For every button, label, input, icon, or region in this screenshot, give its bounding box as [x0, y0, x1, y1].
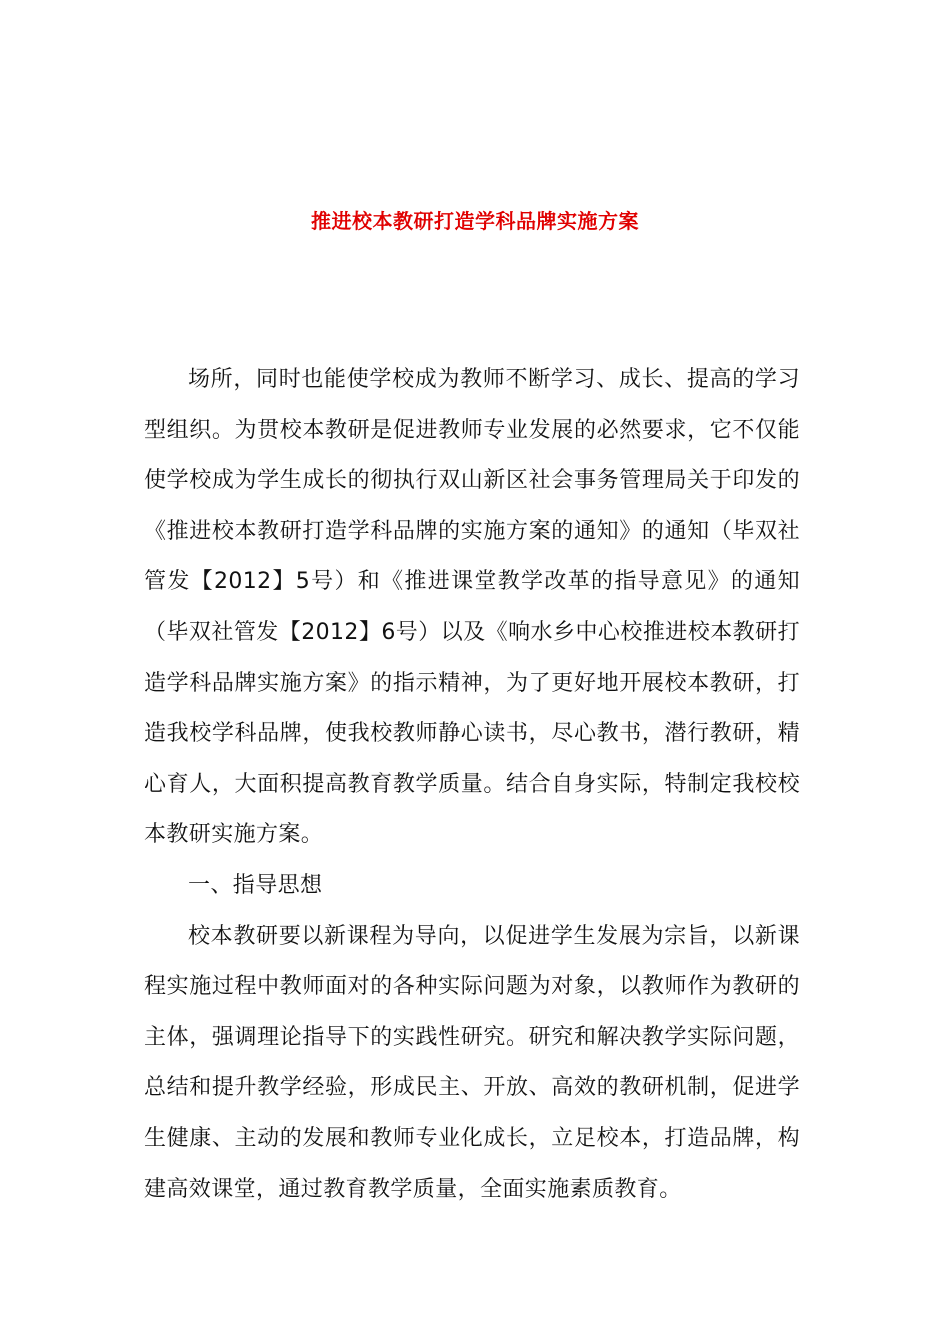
paragraph-guiding-ideology: 校本教研要以新课程为导向，以促进学生发展为宗旨，以新课程实施过程中教师面对的各种实际问题为对象，以教师作为教研的主体，强调理论指导下的实践性研究。研究和解决教学实际问题，总结和提升教学经验，形成民主、开放、高效的教研机制，促进学生健康、主动的发展和教师专业化成长，立足校本，打造品牌，构建高效课堂，通过教育教学质量，全面实施素质教育。 [144, 923, 800, 1202]
document-body [144, 355, 800, 1215]
section-heading-guiding-ideology: 一、指导思想 [188, 872, 323, 898]
paragraph-intro: 场所，同时也能使学校成为教师不断学习、成长、提高的学习型组织。为贯校本教研是促进教师专业发展的必然要求，它不仅能使学校成为学生成长的彻执行双山新区社会事务管理局关于印发的《推进校本教研打造学科品牌的实施方案的通知》的通知（毕双社管发【2012】5号）和《推进课堂教学改革的指导意见》的通知（毕双社管发【2012】6号）以及《响水乡中心校推进校本教研打造学科品牌实施方案》的指示精神，为了更好地开展校本教研，打造我校学科品牌，使我校教师静心读书，尽心教书，潜行教研，精心育人，大面积提高教育教学质量。结合自身实际，特制定我校校本教研实施方案。 [144, 367, 800, 848]
document-title: 推进校本教研打造学科品牌实施方案 [311, 209, 639, 233]
